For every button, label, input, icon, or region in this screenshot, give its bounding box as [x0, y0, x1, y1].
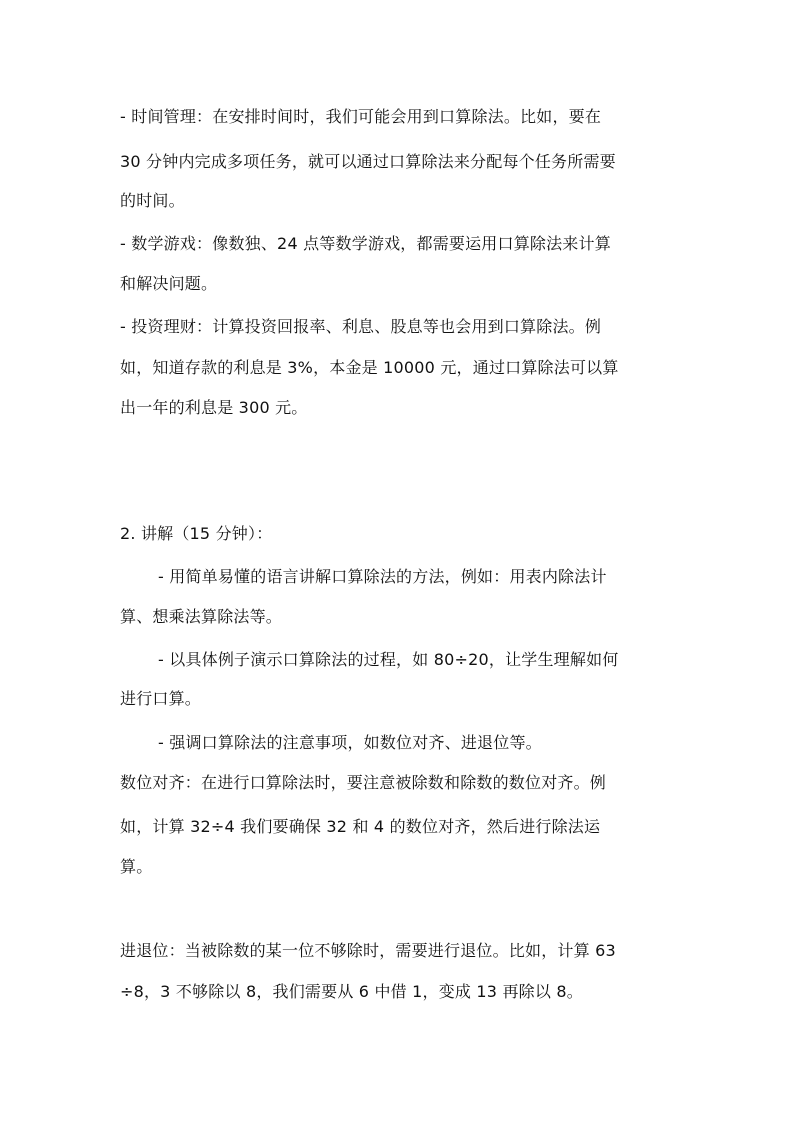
text-line-14: - 强调口算除法的注意事项，如数位对齐、进退位等。 [158, 733, 542, 752]
text-line-12: - 以具体例子演示口算除法的过程，如 80÷20，让学生理解如何 [158, 650, 619, 669]
text-line-2: 30 分钟内完成多项任务，就可以通过口算除法来分配每个任务所需要 [120, 152, 616, 171]
text-line-17: 算。 [120, 857, 153, 876]
text-line-15: 数位对齐：在进行口算除法时，要注意被除数和除数的数位对齐。例 [120, 773, 607, 792]
text-line-1: - 时间管理：在安排时间时，我们可能会用到口算除法。比如，要在 [120, 107, 602, 126]
text-line-10: - 用简单易懂的语言讲解口算除法的方法，例如：用表内除法计 [158, 567, 607, 586]
text-line-7: 如，知道存款的利息是 3%，本金是 10000 元，通过口算除法可以算 [120, 358, 619, 377]
text-line-4: - 数学游戏：像数独、24 点等数学游戏，都需要运用口算除法来计算 [120, 234, 611, 253]
text-line-18: 进退位：当被除数的某一位不够除时，需要进行退位。比如，计算 63 [120, 941, 616, 960]
text-line-19: ÷8，3 不够除以 8，我们需要从 6 中借 1，变成 13 再除以 8。 [120, 982, 583, 1001]
text-line-3: 的时间。 [120, 191, 185, 210]
text-line-5: 和解决问题。 [120, 274, 218, 293]
text-line-11: 算、想乘法算除法等。 [120, 607, 283, 626]
text-line-16: 如，计算 32÷4 我们要确保 32 和 4 的数位对齐，然后进行除法运 [120, 817, 601, 836]
text-line-6: - 投资理财：计算投资回报率、利息、股息等也会用到口算除法。例 [120, 317, 602, 336]
section-heading: 2. 讲解（15 分钟）： [120, 524, 273, 543]
text-line-8: 出一年的利息是 300 元。 [120, 398, 308, 417]
text-line-13: 进行口算。 [120, 689, 202, 708]
